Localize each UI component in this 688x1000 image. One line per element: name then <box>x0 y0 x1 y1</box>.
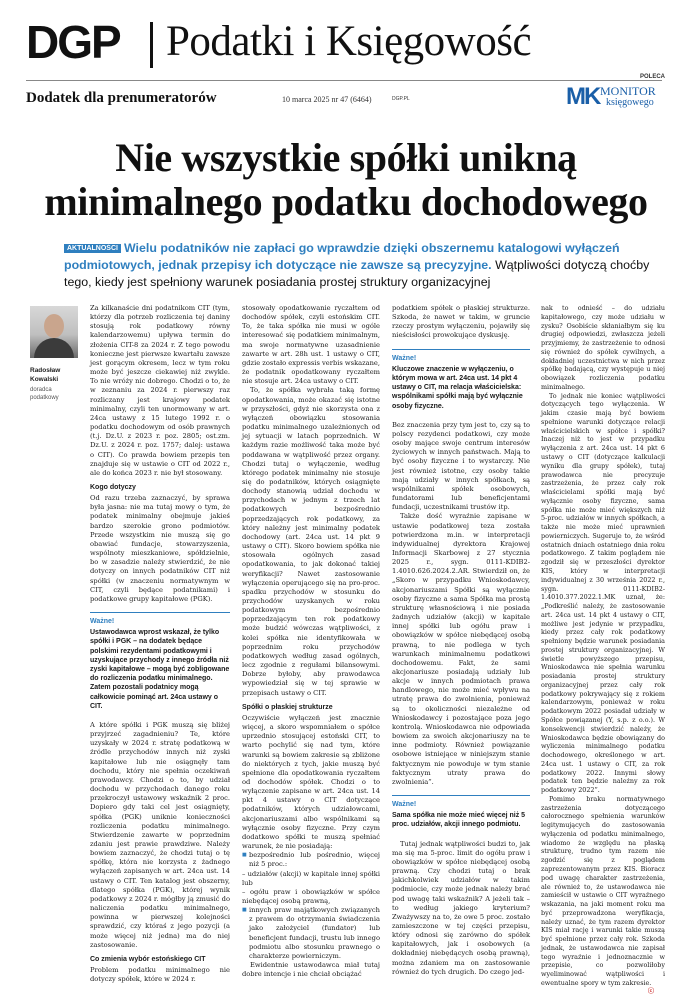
masthead <box>26 14 666 86</box>
masthead-divider <box>150 22 153 68</box>
author-photo <box>30 306 78 358</box>
paragraph: To, że spółka wybrała taką formę opodatkowania, może okazać się istotne w przyszłości, gdyż nie skorzysta ona z wyłączeń obowiązku stosowania podatku minimalnego uzależnionych od jej sytuacji w latach poprzednich. W każdym razie możliwość taka może być poddawana w wątpliwość przez organy. Chodzi tutaj o wyłączenie, według którego podatek minimalny nie stosuje się do podatników, których osiągnięte dochody stanowią udział dochodu w przychodach w jednym z trzech lat podatkowych bezpośrednio poprzedzających rok podatkowy, za który należny jest minimalny podatek dochodowy (art. 24ca ust. 14 pkt 9 ustawy o CIT). Skoro bowiem spółka nie stosowała ogólnych zasad opodatkowania, to jak dokonać takiej weryfikacji? Nawet zastosowanie wyłączenia operującego się na pro-proc. spadku przychodów w stosunku do przychodów uzyskanych w roku podatkowym bezpośrednio poprzedzającym ten rok podatkowy może budzić wówczas wątpliwości, z kolei spółka nie identyfikowała w poprzednim roku przychodów podatkowych według zasad ogólnych, lecz zgodnie z regułami bilansowymi. Dobrze byłoby, aby prawodawca wypowiedział się w tej sprawie w przepisach ustawy o CIT. <box>242 386 380 697</box>
important-box <box>90 612 230 715</box>
article-lead <box>64 240 664 291</box>
issue-code: DGP.PL <box>392 96 410 102</box>
list-item: ■ innych praw majątkowych związanych z prawem do otrzymania świadczenia jako założyciel (fundator) lub beneficjent fundacji, trustu lub innego podmiotu albo stosunku prawnego o charakterze powierniczym. <box>242 906 380 961</box>
lead-highlight: Wielu podatników nie zapłaci go wprawdzie dzięki obszernemu katalogowi wyłączeń podmiotowych, jednak przepisy ich dotyczące nie zawsze są precyzyjne. <box>64 241 620 272</box>
conditions-list <box>242 851 380 869</box>
paragraph: A które spółki i PGK muszą się bliżej przyjrzeć zagadnieniu? Te, które uzyskały w 2024 r. stratę podatkową w źródle przychodów innych niż zyski kapitałowe lub nie osiągnęły tam dochodu, który nie spełnia oczekiwań prawodawcy. Chodzi o to, by udział dochodu w przychodach danego roku przekroczył ustawowy wskaźnik 2 proc. Dopiero gdy taki cel jest osiągnięty, spółka (PGK) uniknie konieczności rozliczenia podatku minimalnego. Stwierdzenie zawarte w poprzednim zdaniu jest prawie prawdziwe. Należy bowiem zaznaczyć, że chodzi tutaj o tę spółkę, która nie korzysta z żadnego wyłączeń zapisanych w art. 24ca ust. 14 ustawy o CIT. Ten katalog jest obszerny, dlatego spółka (PGK), której wynik podatkowy z 2024 r. mógłby ją zmusić do naliczenia podatku minimalnego, powinna w pierwszej kolejności sprawdzić, czy któraś z jego pozycji (a może więcej niż jedna) ma do niej zastosowanie. <box>90 720 230 949</box>
article-column-4 <box>541 304 665 988</box>
paragraph: Tutaj jednak wątpliwości budzi to, jak ma się ma 5-proc. limit do ogółu praw i obowiązków w spółce niebędącej osobą prawną. Czy chodzi tutaj o brak jakichkolwiek udziałów w takim podmiocie, czy może jednak należy brać pod uwagę taki wskaźnik? A jeżeli tak – to według jakiego kryterium? Zważywszy na to, że owe 5 proc. zostało zamieszczone w tej części przepisu, który odnosi się zarówno do spółek kapitałowych, jak i osobowych (a dokładniej niebędących osobą prawną), można zdaniem ma on zastosowanie również do tych drugich. Do czego jed- <box>392 839 530 976</box>
author-photo-head <box>44 314 64 338</box>
recommends-label: POLECA <box>640 74 666 80</box>
article-column-3 <box>392 304 530 977</box>
paragraph: Za kilkanaście dni podatnikom CIT (tym, którzy dla potrzeb rozliczenia tej daniny stosują rok podatkowy równy kalendarzowemu) upływa termin do złożenia CIT-8 za 2024 r. Z tego powodu konieczne jest pierwsze kwartału zawsze jest gorącym okresem, lecz w tym roku może być jeszcze ciekawiej niż zwykle. To nie wróży nic dobrego. Chodzi o to, że w zeznaniu za 2024 r. pierwszy raz rozliczany jest krajowy podatek minimalny, czyli ten unormowany w art. 24ca ustawy z 15 lutego 1992 r. o podatku dochodowym od osób prawnych (t.j. Dz.U. z 2023 r. poz. 2805; ost.zm. Dz.U. z 2024 r. poz. 1757; dalej: ustawa o CIT). Co prawda bowiem przepis ten znajduje się w ustawie o CIT od 2022 r., ale do końca 2023 r. nie był stosowany. <box>90 304 230 477</box>
lead-text: Wątpliwości dotyczą choćby tego, kiedy jest spełniony warunek posiadania prostej struktury organizacyjnej <box>64 258 650 289</box>
conditions-list-2 <box>242 906 380 961</box>
supplement-label: Dodatek dla prenumeratorów <box>26 90 217 106</box>
category-badge[interactable]: AKTUALNOŚCI <box>64 244 121 253</box>
subheading: Kogo dotyczy <box>90 483 136 491</box>
partner-logo-word2: księgowego <box>606 97 654 108</box>
paragraph: Od razu trzeba zaznaczyć, by sprawa była jasna: nie ma tutaj mowy o tym, że podatek minimalny obejmuje jakieś bardzo szerokie grono podmiotów. Przede wszystkim nie muszą się go obawiać fundacje, stowarzyszenia, wspólnoty mieszkaniowe, spółdzielnie, bo w zasadzie należy stwierdzić, że nie dotyczy on innych podatników CIT niż spółki (w znaczeniu normatywnym w CIT, czyli będące podatnikami) i podatkowe grupy kapitałowe (PGK). <box>90 494 230 603</box>
important-box-text: Ustawodawca wprost wskazał, że tylko spółki i PGK – na dodatek będące polskimi rezydentami podatkowymi i uzyskujące przychody z innego źródła niż zyski kapitałowe – mogą być zobligowane do rozliczenia podatku minimalnego. Zatem pozostali podatnicy mogą całkowicie pominąć art. 24ca ustawy o CIT. <box>90 629 230 710</box>
important-box-heading: Ważne! <box>392 354 417 362</box>
article-headline: Nie wszystkie spółki unikną minimalnego podatku dochodowego <box>44 135 648 224</box>
paragraph: nak to odnieść – do udziału kapitałowego, czy może udziału w zysku? Osobiście skłaniałbym się ku drugiej odpowiedzi, zwłaszcza jeżeli przyjmiemy, że zastrzeżenie to odnosi się również do spółek cywilnych, a dokładniej uczestnictwa w nich przez spółkę badającą, czy występuje u niej obowiązek rozliczenia podatku minimalnego. <box>541 304 665 391</box>
partner-logo-word: MONITOR <box>600 84 656 98</box>
author-role: doradca podatkowy <box>30 387 59 401</box>
author-name: Radosław Kowalski <box>30 367 61 383</box>
subheading: Co zmienia wybór estońskiego CIT <box>90 955 206 963</box>
issue-info: 10 marca 2025 nr 47 (6464) <box>282 95 372 104</box>
important-box-text: Kluczowe znaczenie w wyłączeniu, o którym mowa w art. 24ca ust. 14 pkt 4 ustawy o CIT, ma relacja właścicielska: wspólnikami spółki mają być wyłącznie osoby fizyczne. <box>392 365 523 410</box>
list-subitem: – ogółu praw i obowiązków w spółce niebędącej osobą prawną, <box>242 887 380 905</box>
paragraph: stosowały opodatkowanie ryczałtem od dochodów spółek, czyli estońskim CIT. To, że taka spółka nie musi w ogóle interesować się podatkiem minimalnym, ma swoje normatywne uzasadnienie zawarte w art. 28h ust. 1 ustawy o CIT, gdzie zostało expressis verbis wskazane, że podatnik opodatkowany ryczałtem nie stosuje art. 24ca ustawy o CIT. <box>242 304 381 386</box>
article-column-1 <box>90 304 230 984</box>
list-item: ■ bezpośrednio lub pośrednio, więcej niż 5 proc.: <box>242 851 380 869</box>
paragraph: Problem podatku minimalnego nie dotyczy spółek, które w 2024 r. <box>90 966 230 984</box>
paragraph: podatkiem spółek o płaskiej strukturze. Szkoda, że nawet w takim, w gruncie rzeczy prostym wyłączeniu, pojawiły się nieścisłości prowokujące dyskusję. <box>392 304 530 340</box>
important-box <box>392 349 530 415</box>
partner-logo[interactable] <box>566 82 668 112</box>
end-mark-icon: ⓒ <box>648 989 655 995</box>
important-box-heading: Ważne! <box>392 801 417 809</box>
partner-logo-letters: MK <box>566 83 600 110</box>
masthead-rule <box>26 80 662 81</box>
author-photo-body <box>34 338 74 358</box>
list-subitem: – udziałów (akcji) w kapitale innej spółki lub <box>242 869 380 887</box>
paragraph: Oczywiście wyłączeń jest znacznie więcej, a skoro wspomniałem o spółce uprzednio stosującej estoński CIT, to warto pochylić się nad tym, które warunki są bowiem zakresie są zbliżone do niektórych z tych, jakie muszą być spełnione dla opodatkowania ryczałtem od dochodów spółek. Chodzi o to wyłączenie zapisane w art. 24ca ust. 14 pkt 4 ustawy o CIT dotyczące podatników, których udziałowcami, akcjonariuszami albo wspólnikami są wyłącznie osoby fizyczne. Przy czym dodatkowo spółki te muszą spełniać warunek, że nie posiadają: <box>242 713 380 851</box>
supplement-bar <box>26 74 666 116</box>
brand-logo[interactable]: DGP <box>26 16 120 68</box>
article-column-2 <box>242 304 380 979</box>
important-box-text: Sama spółka nie może mieć więcej niż 5 proc. udziałów, akcji innego podmiotu. <box>392 812 526 829</box>
paragraph: Pomimo braku normatywnego zastrzeżenia dotyczącego całorocznego spełnienia warunków legitymujących do zastosowania wyłączenia od podatku minimalnego, wiadomo że względu na płaską strukturę, trudno tym razem nie zgodzić się z poglądem zaprezentowanym przez KIS. Bioracz pod uwagę charakter zastrzeżenia, ale również to, że ustawodawca nie zamieścił w ustawie o CIT wyraźnego wskazania, na jaki moment roku ma być przeprowadzona weryfikacja, należy uznać, że tym razem dyrektor KIS miał rację i warunki takie muszą być spełnione przez cały rok. Szkoda jednak, że ustawodawca nie zapisał tego wyraźnie i jednoznacznie w przepisie, co pozwoliłoby wyeliminować wątpliwości i ewentualne spory w tym zakresie. <box>541 794 665 987</box>
author-box <box>30 306 80 402</box>
subheading: Spółki o płaskiej strukturze <box>242 703 333 711</box>
paragraph: Ewidentnie ustawodawca miał tutaj dobre intencje i nie chciał obciążać <box>242 961 380 979</box>
paragraph: Także dość wyraźnie zapisane w ustawie podatkowej teza została potwierdzona m.in. w interpretacji indywidualnej dyrektora Krajowej Informacji Skarbowej z 27 stycznia 2025 r., sygn. 0111-KDIB2-1.4010.626.2024.2.AR. Stwierdził on, że „Skoro w przypadku Wnioskodawcy, akcjonariuszami Spółki są wyłącznie osoby fizyczne a sama Spółka ma prostą strukturę własnościową i nie posiada żadnych udziałów (akcji) w kapitale innej spółki lub ogółu praw i obowiązków w spółce niebędącej osobą prawną, to nie podlega w tych warunkach minimalnemu podatkowi dochodowemu. Fakt, że sami akcjonariusze posiadają udziały lub akcje w innych podmiotach prawa handlowego, nie może mieć wpływu na utratę prawa do zwolnienia, ponieważ są to okoliczności niezależne od Wnioskodawcy i pozostające poza jego kontrolą. Wnioskodawca nie odpowiada bowiem za swoich akcjonariuszy na te inne podmioty. Również powiązanie osobowe istniejące w niniejszym stanie faktycznym nie powoduje w tym stanie faktycznym utraty prawa do zwolnienia”. <box>392 512 530 786</box>
important-box-heading: Ważne! <box>90 618 115 625</box>
paragraph: To jednak nie koniec wątpliwości dotyczących tego wyłączenia. W jakim czasie mają być bowiem spełnione warunki dotyczące relacji właścicielskich w spółce i spółki? Inaczej niż to jest w przypadku wyłączenia z art. 24ca ust. 14 pkt 6 ustawy o CIT (dotyczące kalkulacji wyniku dla grupy spółek), tutaj prawodawca nie precyzuje zastrzeżenia, że przez cały rok właścicielami spółki mają być wyłącznie osoby fizyczne, sama spółka nie może mieć większych niż 5-proc. udziałów w innych spółkach, a także nie może mieć uprawnień powierniczych. Sugeruje to, że wśród ostatnich dniach ostatniego dnia roku podatkowego. Z takim poglądem nie zgodził się w przeszłości dyrektor KIS, który w interpretacji indywidualnej z 30 września 2022 r., sygn. 0111-KDIB2-1.4010.377.2022.1.MK uznał, że: „Podkreślić należy, że zastosowanie art. 24ca ust. 14 pkt 4 ustawy o CIT, możliwe jest jedynie w przypadku, kiedy przez cały rok podatkowy spełniony będzie warunek posiadania prostej struktury organizacyjnej. W świetle powyższego przepisu, Wnioskodawca nie spełnia warunku posiadania prostej struktury organizacyjnej przez cały rok podatkowy pokrywający się z rokiem kalendarzowym, ponieważ w roku podatkowym 2022 posiadał udziały w Spółce powiązanej (Y, s.p. z o.o.). W konsekwencji stwierdzić należy, że Wnioskodawca będzie obowiązany do wyliczenia minimalnego podatku dochodowego, określonego w art. 24ca ust. 1 ustawy o CIT, za rok podatkowy 2022. Innymi słowy podatek ten będzie należny za rok podatkowy 2022”. <box>541 391 665 795</box>
important-box-2 <box>392 795 530 834</box>
section-title: Podatki i Księgowość <box>166 18 532 65</box>
paragraph: Bez znaczenia przy tym jest to, czy są to polscy rezydenci podatkowi, czy może osoby mające swoje centrum interesów życiowych w innych państwach. Mają to być osoby fizyczne i to wystarczy. Nie jest również istotne, czy osoby takie mają udziały w innych spółkach, są wspólnikami spółek osobowych, fundatorami lub beneficjentami fundacji, uczestnikami trustów itp. <box>392 420 530 512</box>
